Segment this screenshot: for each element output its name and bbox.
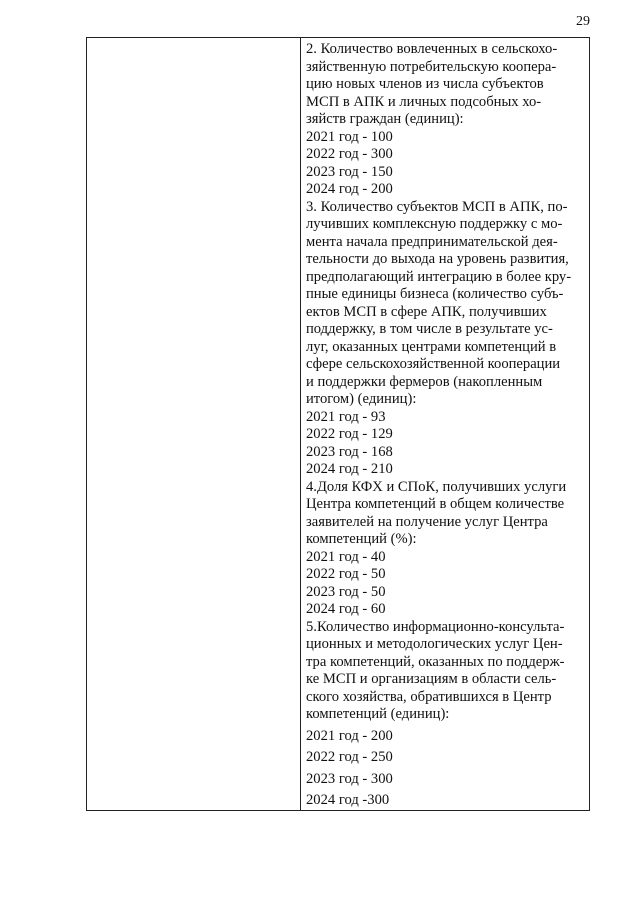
text-line: ционных и методологических услуг Цен- (306, 636, 563, 652)
text-line: зяйств граждан (единиц): (306, 111, 464, 127)
year-value-line: 2021 год - 200 (306, 727, 393, 744)
year-value-line: 2024 год -300 (306, 792, 390, 808)
year-value-line: 2023 год - 150 (306, 163, 393, 180)
year-value-line: 2022 год - 129 (306, 426, 393, 442)
text-line: 5.Количество информационно-консульта- (306, 618, 565, 635)
text-line: предполагающий интеграцию в более кру- (306, 268, 572, 285)
text-line: компетенций (единиц): (306, 706, 450, 722)
document-table (86, 37, 590, 811)
year-value-line: 2024 год - 210 (306, 461, 393, 477)
text-line: 3. Количество субъектов МСП в АПК, по- (306, 198, 568, 215)
text-line: ского хозяйства, обратившихся в Центр (306, 688, 552, 705)
text-line: 4.Доля КФХ и СПоК, получивших услуги (306, 478, 567, 495)
year-value-line: 2022 год - 250 (306, 749, 393, 765)
year-value-line: 2024 год - 200 (306, 181, 393, 197)
text-line: поддержку, в том числе в результате ус- (306, 321, 553, 337)
text-line: тельности до выхода на уровень развития, (306, 251, 569, 267)
text-line: и поддержки фермеров (накопленным (306, 373, 543, 390)
text-line: цию новых членов из числа субъектов (306, 76, 544, 92)
text-line: МСП в АПК и личных подсобных хо- (306, 93, 542, 110)
text-line: 2. Количество вовлеченных в сельскохо- (306, 41, 558, 57)
year-value-line: 2021 год - 100 (306, 128, 393, 145)
right-column-cell (301, 38, 589, 810)
text-line: сфере сельскохозяйственной кооперации (306, 356, 561, 372)
year-value-line: 2023 год - 300 (306, 770, 393, 787)
text-line: луг, оказанных центрами компетенций в (306, 338, 557, 355)
year-value-line: 2024 год - 60 (306, 601, 386, 617)
text-line: заявителей на получение услуг Центра (306, 513, 548, 530)
text-line: мента начала предпринимательской дея- (306, 233, 558, 250)
left-column-cell (87, 38, 301, 810)
page-number: 29 (576, 14, 590, 29)
text-line: ке МСП и организациям в области сель- (306, 671, 557, 687)
year-value-line: 2021 год - 40 (306, 548, 386, 565)
year-value-line: 2023 год - 50 (306, 583, 386, 600)
year-value-line: 2022 год - 300 (306, 146, 393, 162)
text-line: зяйственную потребительскую коопера- (306, 58, 557, 75)
year-value-line: 2022 год - 50 (306, 566, 386, 582)
text-line: компетенций (%): (306, 531, 417, 547)
text-line: лучивших комплексную поддержку с мо- (306, 216, 563, 232)
text-line: пные единицы бизнеса (количество субъ- (306, 286, 564, 302)
year-value-line: 2021 год - 93 (306, 408, 386, 425)
text-line: итогом) (единиц): (306, 391, 417, 407)
year-value-line: 2023 год - 168 (306, 443, 393, 460)
text-line: тра компетенций, оказанных по поддерж- (306, 653, 565, 670)
text-line: Центра компетенций в общем количестве (306, 496, 565, 512)
text-line: ектов МСП в сфере АПК, получивших (306, 303, 547, 320)
